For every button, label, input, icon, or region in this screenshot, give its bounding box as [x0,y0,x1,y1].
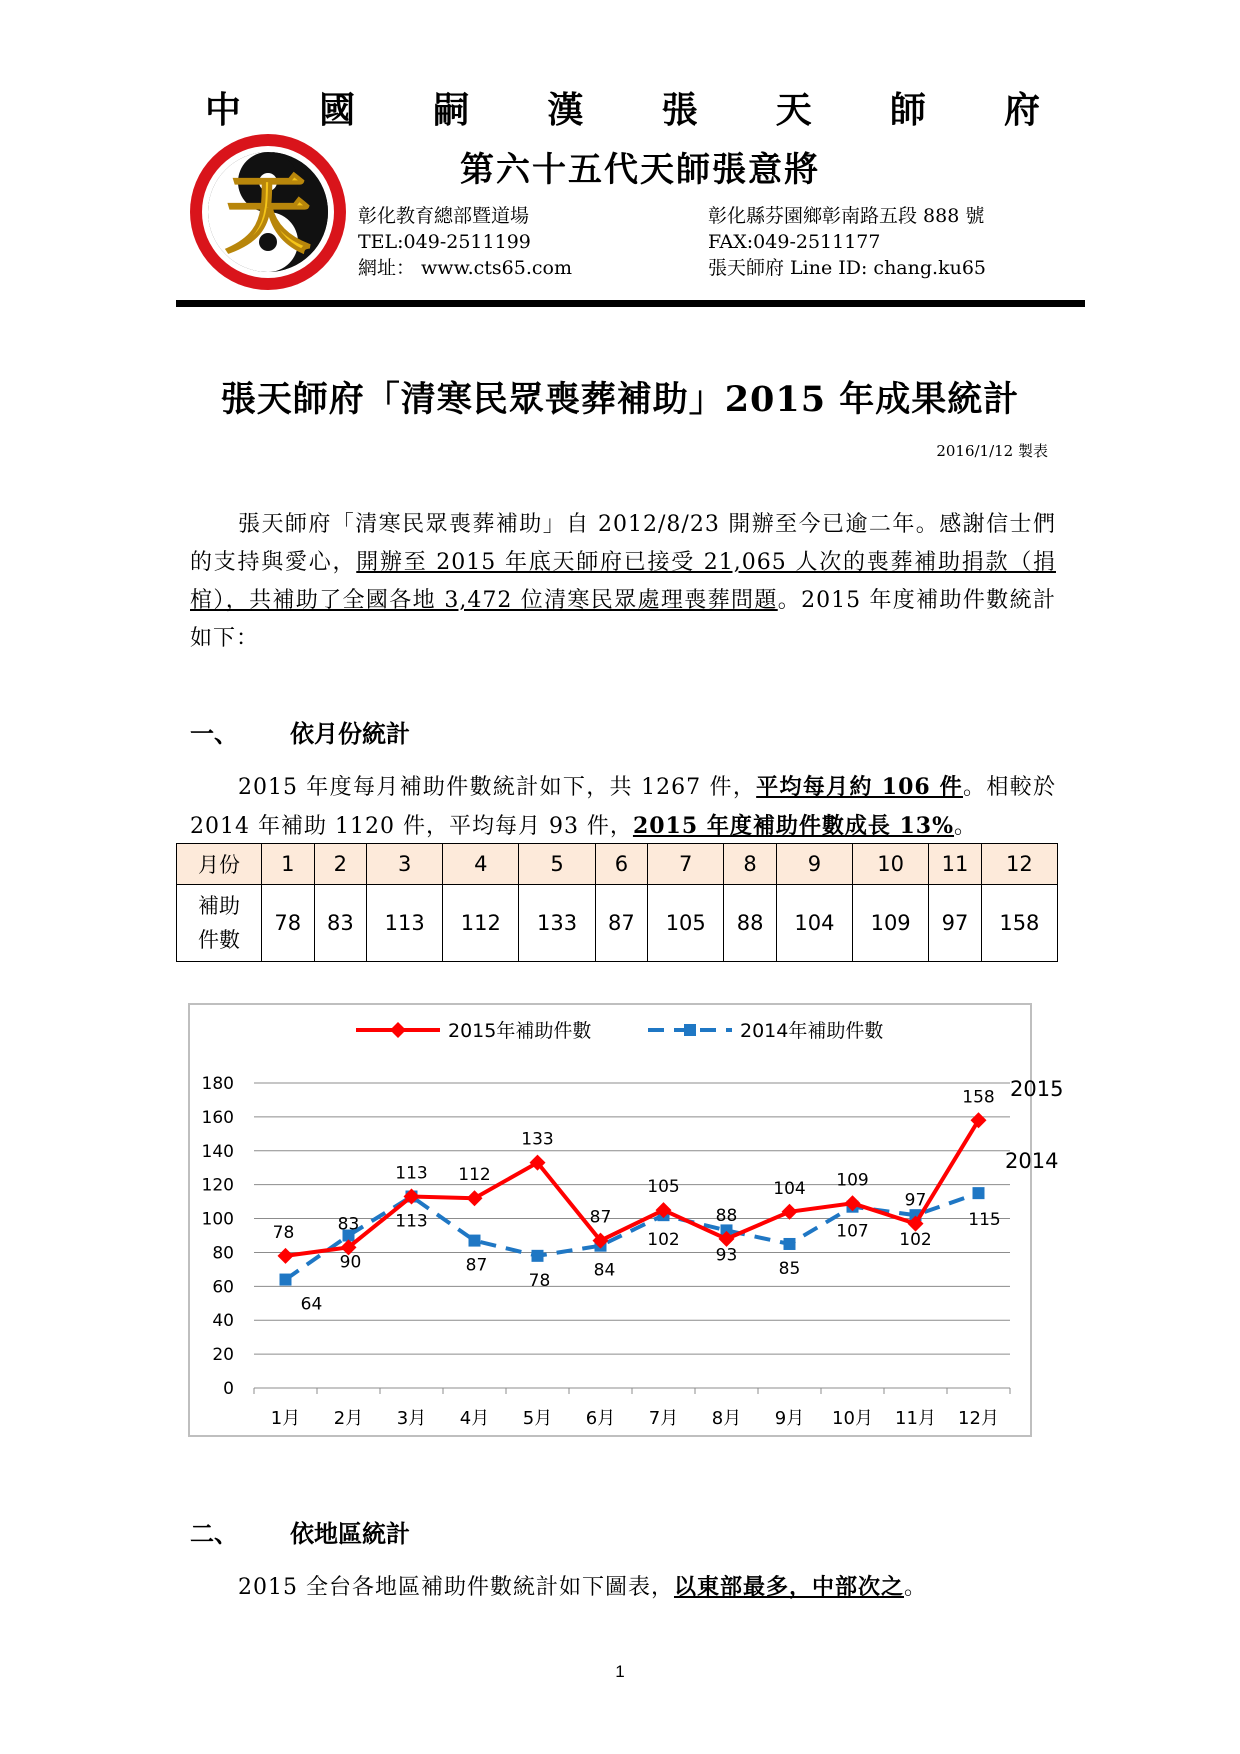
y-tick-label: 80 [212,1243,234,1264]
count-cell: 109 [853,885,929,962]
page-number: 1 [615,1662,625,1681]
data-label-2015: 112 [458,1165,491,1186]
count-cell: 78 [262,885,315,962]
org-name-char: 漢 [547,89,584,131]
x-tick-label: 2月 [333,1408,364,1429]
month-label: 月份 [177,844,262,885]
x-tick-label: 8月 [711,1408,742,1429]
data-label-2014: 102 [899,1230,932,1251]
month-cell: 12 [981,844,1057,885]
month-cell: 10 [853,844,929,885]
data-label-2014: 84 [593,1260,616,1281]
sec1-growth-highlight: 2015 年度補助件數成長 13% [632,813,955,839]
tel: TEL:049-2511199 [358,231,531,253]
data-label-2014: 90 [339,1252,362,1273]
address: 彰化縣芬園鄉彰南路五段 888 號 [708,205,985,227]
org-name-char: 師 [889,89,926,131]
month-cell: 2 [314,844,367,885]
data-label-2015: 78 [272,1222,295,1243]
org-name-char: 張 [661,89,698,131]
series-2015-point [782,1204,798,1220]
series-2014-point [469,1235,481,1247]
data-label-2015: 133 [521,1129,554,1150]
section-2-number: 二、 [190,1519,238,1548]
y-tick-label: 60 [212,1277,234,1298]
x-tick-label: 10月 [832,1408,873,1429]
data-label-2014: 93 [715,1245,738,1266]
sec2-text-a: 2015 全台各地區補助件數統計如下圖表， [238,1575,674,1600]
month-cell: 9 [776,844,852,885]
count-cell: 112 [443,885,519,962]
legend-2014-label: 2014年補助件數 [740,1020,884,1042]
data-label-2015: 109 [836,1170,869,1191]
x-tick-label: 1月 [270,1408,301,1429]
section-2-title: 依地區統計 [290,1519,410,1548]
count-cell: 87 [595,885,648,962]
month-cell: 1 [262,844,315,885]
org-name-char: 府 [1003,89,1040,131]
series-2015-point [467,1190,483,1206]
data-label-2015: 104 [773,1178,806,1199]
month-cell: 6 [595,844,648,885]
count-cell: 133 [519,885,595,962]
y-tick-label: 100 [201,1209,234,1230]
intro-text-c: 。2015 年度補助件數統計如下： [190,588,1056,651]
data-label-2014: 102 [647,1230,680,1251]
section-2-heading [190,1514,410,1549]
count-label-line2: 件數 [198,928,240,952]
data-label-2014: 87 [465,1255,488,1276]
data-label-2014: 64 [300,1294,323,1315]
fax: FAX:049-2511177 [708,231,881,253]
x-tick-label: 3月 [396,1408,427,1429]
count-cell: 113 [367,885,443,962]
series-2014-line [286,1190,979,1279]
x-tick-label: 9月 [774,1408,805,1429]
data-label-2015: 88 [715,1205,738,1226]
legend-2015-marker [390,1022,406,1038]
y-tick-label: 160 [201,1107,234,1128]
series-end-label-2014: 2014 [1005,1149,1059,1173]
sec1-text-a: 2015 年度每月補助件數統計如下，共 1267 件， [238,775,757,800]
sec2-highlight: 以東部最多，中部次之 [673,1574,904,1600]
data-label-2014: 115 [968,1210,1001,1231]
section-2-paragraph [190,1568,1056,1607]
y-tick-label: 140 [201,1141,234,1162]
series-2015-point [278,1248,294,1264]
org-name-char: 嗣 [433,89,470,131]
org-name-char: 國 [319,89,356,131]
data-label-2014: 85 [778,1258,801,1279]
month-cell: 3 [367,844,443,885]
sec1-text-c: 。相較於 2014 年補助 1120 件，平均每月 93 件， [190,775,1056,839]
count-cell: 158 [981,885,1057,962]
svg-text:天: 天 [225,164,311,265]
website: 網址： www.cts65.com [358,257,572,279]
count-cell: 104 [776,885,852,962]
tianshi-subtitle: 第六十五代天師張意將 [460,150,820,190]
x-tick-label: 7月 [648,1408,679,1429]
series-2015-line [286,1120,979,1256]
sec2-text-c: 。 [904,1575,928,1600]
series-2014-point [280,1274,292,1286]
section-1-number: 一、 [190,719,238,748]
count-cell: 97 [929,885,982,962]
y-tick-label: 40 [212,1311,234,1332]
intro-text-a: 張天師府「清寒民眾喪葬補助」自 2012/8/23 開辦至今已逾二年。感謝信士們的支持與愛心， [190,512,1056,575]
org-name-char: 天 [775,89,812,131]
month-cell: 7 [648,844,724,885]
legend-2015-label: 2015年補助件數 [448,1020,592,1042]
data-label-2014: 107 [836,1221,869,1242]
section-1-title: 依月份統計 [290,719,410,748]
hq-name: 彰化教育總部暨道場 [358,205,530,227]
org-name-char: 中 [205,89,242,131]
x-tick-label: 11月 [895,1408,936,1429]
intro-highlight: 開辦至 2015 年底天師府已接受 21,065 人次的喪葬補助捐款（捐棺），共補助了全國各地 3,472 位清寒民眾處理喪葬問題 [190,550,1056,613]
series-2014-point [532,1250,544,1262]
doc-date: 2016/1/12 製表 [936,442,1048,460]
series-2014-point [973,1187,985,1199]
x-tick-label: 12月 [958,1408,999,1429]
x-tick-label: 5月 [522,1408,553,1429]
data-label-2015: 97 [904,1190,927,1211]
data-label-2015: 87 [589,1207,612,1228]
count-label-line1: 補助 [198,894,240,918]
y-tick-label: 0 [223,1379,234,1399]
doc-title: 張天師府「清寒民眾喪葬補助」2015 年成果統計 [220,379,1020,420]
count-cell: 88 [724,885,777,962]
y-tick-label: 180 [201,1074,234,1094]
data-label-2015: 105 [647,1177,680,1198]
y-tick-label: 120 [201,1175,234,1196]
x-tick-label: 4月 [459,1408,490,1429]
month-cell: 11 [929,844,982,885]
series-2014-point [784,1238,796,1250]
line-id: 張天師府 Line ID: chang.ku65 [708,257,987,279]
data-label-2015: 83 [337,1214,360,1235]
month-cell: 5 [519,844,595,885]
sec1-avg-highlight: 平均每月約 106 件 [756,774,964,800]
data-label-2014: 113 [395,1211,428,1232]
data-label-2014: 78 [528,1270,551,1291]
month-cell: 4 [443,844,519,885]
data-label-2015: 158 [962,1087,995,1108]
y-tick-label: 20 [212,1345,234,1366]
count-cell: 105 [648,885,724,962]
series-end-label-2015: 2015 [1010,1077,1064,1101]
count-cell: 83 [314,885,367,962]
month-cell: 8 [724,844,777,885]
sec1-text-e: 。 [954,814,978,839]
legend-2014-marker [684,1024,696,1036]
data-label-2015: 113 [395,1163,428,1184]
x-tick-label: 6月 [585,1408,616,1429]
